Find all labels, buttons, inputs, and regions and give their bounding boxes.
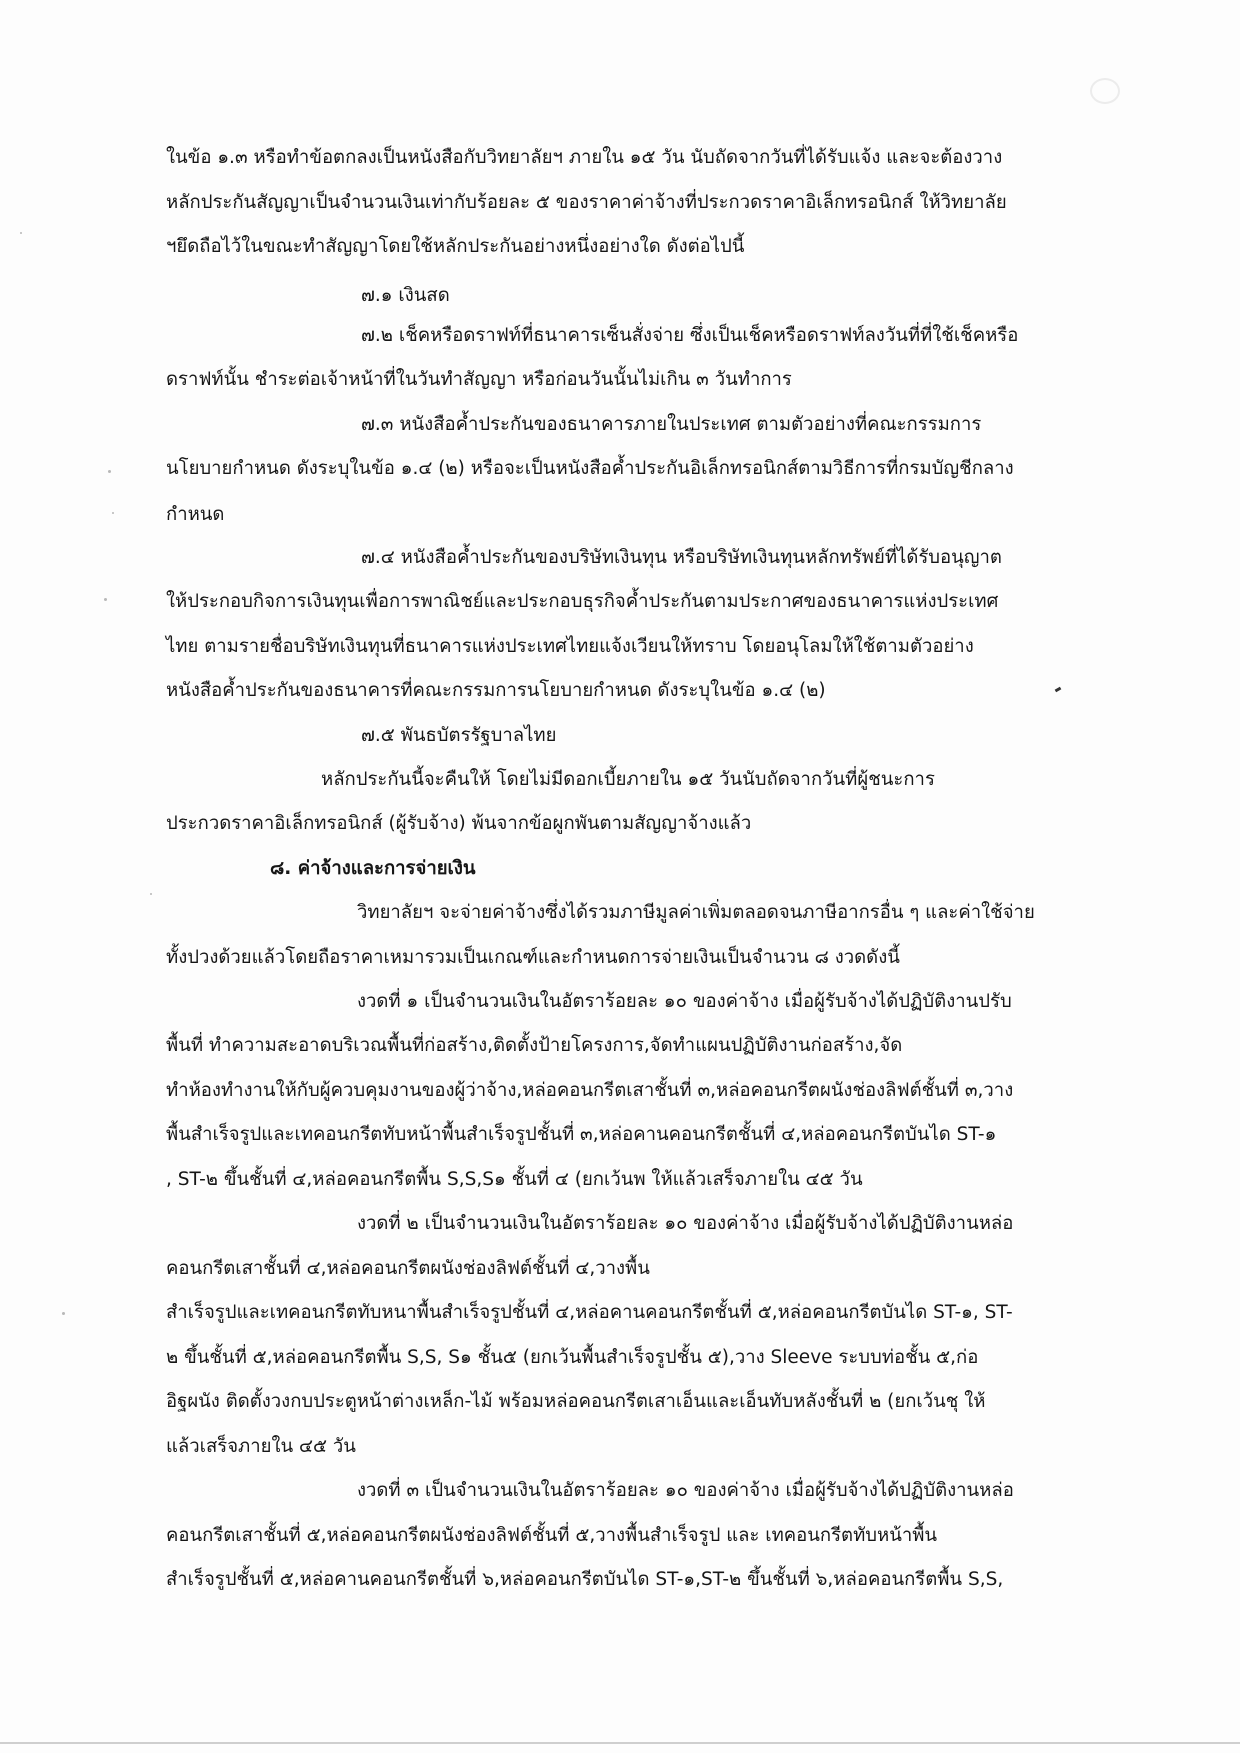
pen-mark bbox=[1055, 687, 1062, 693]
text-line: แล้วเสร็จภายใน ๔๕ วัน bbox=[166, 1436, 356, 1457]
text-line: นโยบายกำหนด ดังระบุในข้อ ๑.๔ (๒) หรือจะเป็นหนังสือค้ำประกันอิเล็กทรอนิกส์ตามวิธีการที่กรมบัญชีกลาง bbox=[166, 458, 1014, 479]
text-line: ๗.๓ หนังสือค้ำประกันของธนาคารภายในประเทศ ตามตัวอย่างที่คณะกรรมการ bbox=[361, 414, 982, 435]
text-line: หนังสือค้ำประกันของธนาคารที่คณะกรรมการนโยบายกำหนด ดังระบุในข้อ ๑.๔ (๒) bbox=[166, 680, 826, 701]
paper-stain bbox=[1090, 78, 1120, 104]
text-line: งวดที่ ๑ เป็นจำนวนเงินในอัตราร้อยละ ๑๐ ของค่าจ้าง เมื่อผู้รับจ้างได้ปฏิบัติงานปรับ bbox=[357, 991, 1012, 1012]
text-line: วิทยาลัยฯ จะจ่ายค่าจ้างซึ่งได้รวมภาษีมูลค่าเพิ่มตลอดจนภาษีอากรอื่น ๆ และค่าใช้จ่าย bbox=[357, 902, 1035, 923]
text-line: งวดที่ ๓ เป็นจำนวนเงินในอัตราร้อยละ ๑๐ ของค่าจ้าง เมื่อผู้รับจ้างได้ปฏิบัติงานหล่อ bbox=[357, 1480, 1014, 1501]
text-line: พื้นสำเร็จรูปและเทคอนกรีตทับหน้าพื้นสำเร็จรูปชั้นที่ ๓,หล่อคานคอนกรีตชั้นที่ ๔,หล่อคอนกรีตบันได ST-๑ bbox=[166, 1124, 997, 1145]
text-line: ในข้อ ๑.๓ หรือทำข้อตกลงเป็นหนังสือกับวิทยาลัยฯ ภายใน ๑๕ วัน นับถัดจากวันที่ได้รับแจ้ง และจะต้องวาง bbox=[166, 147, 1003, 168]
text-line: ทั้งปวงด้วยแล้วโดยถือราคาเหมารวมเป็นเกณฑ์และกำหนดการจ่ายเงินเป็นจำนวน ๘ งวดดังนี้ bbox=[166, 947, 900, 968]
text-line: ๗.๑ เงินสด bbox=[361, 285, 450, 306]
scan-speck bbox=[20, 232, 22, 234]
text-line: พื้นที่ ทำความสะอาดบริเวณพื้นที่ก่อสร้าง,ติดตั้งป้ายโครงการ,จัดทำแผนปฏิบัติงานก่อสร้าง,จัด bbox=[166, 1035, 903, 1056]
text-line: ทำห้องทำงานให้กับผู้ควบคุมงานของผู้ว่าจ้าง,หล่อคอนกรีตเสาชั้นที่ ๓,หล่อคอนกรีตผนังช่องลิฟต์ชั้นที่ ๓,วาง bbox=[166, 1080, 1014, 1101]
text-line: ๗.๕ พันธบัตรรัฐบาลไทย bbox=[361, 725, 557, 746]
text-line: ให้ประกอบกิจการเงินทุนเพื่อการพาณิชย์และประกอบธุรกิจค้ำประกันตามประกาศของธนาคารแห่งประเทศ bbox=[166, 591, 999, 612]
text-line: คอนกรีตเสาชั้นที่ ๕,หล่อคอนกรีตผนังช่องลิฟต์ชั้นที่ ๕,วางพื้นสำเร็จรูป และ เทคอนกรีตทับหน้าพื้น bbox=[166, 1525, 938, 1546]
scan-speck bbox=[112, 512, 114, 514]
text-line: ๗.๒ เช็คหรือดราฟท์ที่ธนาคารเซ็นสั่งจ่าย ซึ่งเป็นเช็คหรือดราฟท์ลงวันที่ที่ใช้เช็คหรือ bbox=[361, 325, 1019, 346]
section-heading: ๘. ค่าจ้างและการจ่ายเงิน bbox=[270, 858, 476, 879]
text-line: คอนกรีตเสาชั้นที่ ๔,หล่อคอนกรีตผนังช่องลิฟต์ชั้นที่ ๔,วางพื้น bbox=[166, 1258, 650, 1279]
text-line: ดราฟท์นั้น ชำระต่อเจ้าหน้าที่ในวันทำสัญญา หรือก่อนวันนั้นไม่เกิน ๓ วันทำการ bbox=[166, 369, 792, 390]
text-line: งวดที่ ๒ เป็นจำนวนเงินในอัตราร้อยละ ๑๐ ของค่าจ้าง เมื่อผู้รับจ้างได้ปฏิบัติงานหล่อ bbox=[357, 1213, 1014, 1234]
text-line: ประกวดราคาอิเล็กทรอนิกส์ (ผู้รับจ้าง) พ้นจากข้อผูกพันตามสัญญาจ้างแล้ว bbox=[166, 813, 752, 834]
text-line: ฯยึดถือไว้ในขณะทำสัญญาโดยใช้หลักประกันอย่างหนึ่งอย่างใด ดังต่อไปนี้ bbox=[166, 236, 745, 257]
text-line: ๗.๔ หนังสือค้ำประกันของบริษัทเงินทุน หรือบริษัทเงินทุนหลักทรัพย์ที่ได้รับอนุญาต bbox=[361, 547, 1002, 568]
scan-edge bbox=[0, 1742, 1240, 1744]
scan-speck bbox=[62, 1312, 65, 1315]
text-line: ไทย ตามรายชื่อบริษัทเงินทุนที่ธนาคารแห่งประเทศไทยแจ้งเวียนให้ทราบ โดยอนุโลมให้ใช้ตามตัวอย่าง bbox=[166, 636, 974, 657]
text-line: อิฐผนัง ติดตั้งวงกบประตูหน้าต่างเหล็ก-ไม้ พร้อมหล่อคอนกรีตเสาเอ็นและเอ็นทับหลังชั้นที่ ๒ (ยกเว้นชุ ให้ bbox=[166, 1391, 986, 1412]
text-line: , ST-๒ ขึ้นชั้นที่ ๔,หล่อคอนกรีตพื้น S,S,S๑ ชั้นที่ ๔ (ยกเว้นพ ให้แล้วเสร็จภายใน ๔๕ วัน bbox=[166, 1169, 863, 1190]
text-line: กำหนด bbox=[166, 504, 225, 525]
scan-speck bbox=[104, 598, 107, 601]
text-line: สำเร็จรูปชั้นที่ ๕,หล่อคานคอนกรีตชั้นที่ ๖,หล่อคอนกรีตบันได ST-๑,ST-๒ ขึ้นชั้นที่ ๖,หล่อคอนกรีตพื้น S,S, bbox=[166, 1569, 1004, 1590]
text-line: ๒ ขึ้นชั้นที่ ๕,หล่อคอนกรีตพื้น S,S, S๑ ชั้น๕ (ยกเว้นพื้นสำเร็จรูปชั้น ๕),วาง Sleeve ระบบท่อชั้น ๕,ก่อ bbox=[166, 1347, 979, 1368]
text-line: หลักประกันนี้จะคืนให้ โดยไม่มีดอกเบี้ยภายใน ๑๕ วันนับถัดจากวันที่ผู้ชนะการ bbox=[321, 769, 935, 790]
scan-speck bbox=[150, 893, 152, 895]
scan-speck bbox=[108, 470, 111, 473]
text-line: สำเร็จรูปและเทคอนกรีตทับหนาพื้นสำเร็จรูปชั้นที่ ๔,หล่อคานคอนกรีตชั้นที่ ๕,หล่อคอนกรีตบันได ST-๑, ST- bbox=[166, 1302, 1013, 1323]
text-line: หลักประกันสัญญาเป็นจำนวนเงินเท่ากับร้อยละ ๕ ของราคาค่าจ้างที่ประกวดราคาอิเล็กทรอนิกส์ ให้วิทยาลัย bbox=[166, 192, 1007, 213]
